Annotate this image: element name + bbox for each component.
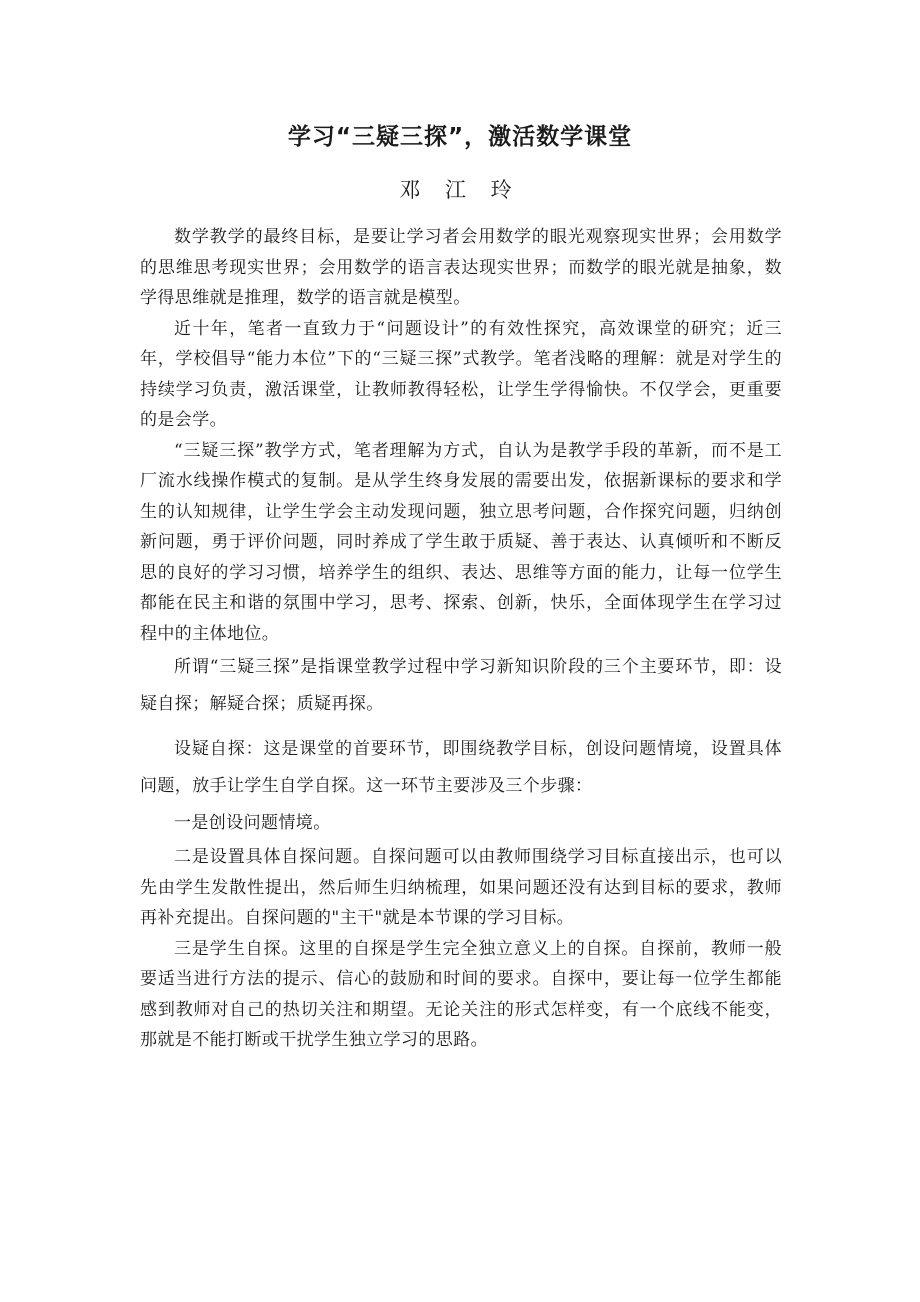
document-title: 学习“三疑三探”，激活数学课堂 [287,124,633,150]
document-body [140,222,782,1056]
paragraph-1: 数学教学的最终目标，是要让学习者会用数学的眼光观察现实世界；会用数学的思维思考现实世界；会用数学的语言表达现实世界；而数学的眼光就是抽象，数学得思维就是推理，数学的语言就是模型。 [140,227,782,308]
paragraph-7: 二是设置具体自探问题。自探问题可以由教师围绕学习目标直接出示，也可以先由学生发散性提出，然后师生归纳梳理，如果问题还没有达到目标的要求，教师再补充提出。自探问题的"主干"就是本节课的学习目标。 [140,847,782,928]
paragraph-8: 三是学生自探。这里的自探是学生完全独立意义上的自探。自探前，教师一般要适当进行方法的提示、信心的鼓励和时间的要求。自探中，要让每一位学生都能感到教师对自己的热切关注和期望。无论关注的形式怎样变，有一个底线不能变，那就是不能打断或干扰学生独立学习的思路。 [140,938,782,1050]
author-name: 邓 江 玲 [399,178,521,202]
paragraph-6: 一是创设问题情境。 [174,813,331,833]
paragraph-3: “三疑三探”教学方式，笔者理解为方式，自认为是教学手段的革新，而不是工厂流水线操作模式的复制。是从学生终身发展的需要出发，依据新课标的要求和学生的认知规律，让学生学会主动发现问题，独立思考问题，合作探究问题，归纳创新问题，勇于评价问题，同时养成了学生敢于质疑、善于表达、认真倾听和不断反思的良好的学习习惯，培养学生的组织、表达、思维等方面的能力，让每一位学生都能在民主和谐的氛围中学习，思考、探索、创新，快乐，全面体现学生在学习过程中的主体地位。 [140,440,782,644]
paragraph-2: 近十年，笔者一直致力于“问题设计”的有效性探究，高效课堂的研究；近三年，学校倡导“能力本位”下的“三疑三探”式教学。笔者浅略的理解：就是对学生的持续学习负责，激活课堂，让教师教得轻松，让学生学得愉快。不仅学会，更重要的是会学。 [140,318,782,430]
paragraph-5: 设疑自探：这是课堂的首要环节，即围绕教学目标，创设问题情境，设置具体问题，放手让学生自学自探。这一环节主要涉及三个步骤： [140,739,782,796]
paragraph-4: 所谓“三疑三探”是指课堂教学过程中学习新知识阶段的三个主要环节，即：设疑自探；解疑合探；质疑再探。 [140,657,782,714]
